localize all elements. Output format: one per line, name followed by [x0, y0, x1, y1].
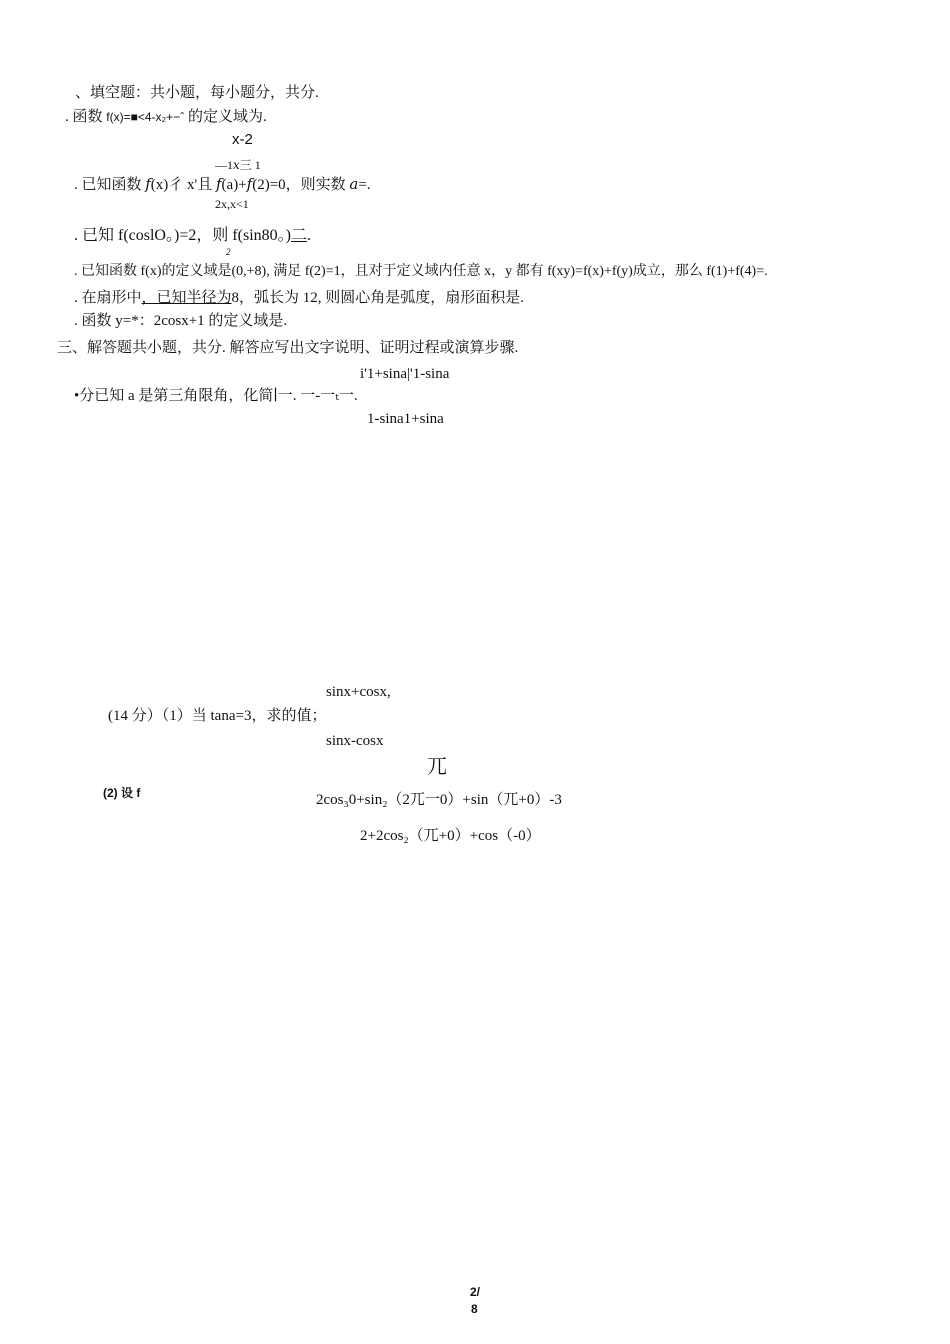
q8-expr-bottom: 2+2cos₂（兀+0）+cos（-0） — [360, 828, 541, 844]
q8-expr-top: 2cos₃0+sin₂（2兀一0）+sin（兀+0）-3 — [316, 792, 562, 808]
question-1 — [65, 108, 267, 126]
q1-function: f(x)=■<4-x₂+−ˆ — [106, 110, 185, 124]
q3-end: . — [307, 227, 312, 244]
q5-underlined: ，已知半径为 — [141, 290, 232, 306]
q8-part2-label: (2) 设 f — [103, 786, 141, 800]
q1-suffix: 的定义域为. — [187, 109, 267, 125]
question-2: . 已知函数 𝑓(x)彳 x'且 𝑓(a)+𝑓(2)=0，则实数 𝑎=. — [74, 177, 371, 193]
q8-numerator: sinx+cosx, — [326, 684, 391, 700]
page-total: 8 — [471, 1302, 478, 1316]
q7-top: i'1+sina|'1-sina — [360, 366, 450, 382]
q3-blank: 二 — [291, 227, 308, 244]
q2-case-bottom: 2x,x<1 — [215, 197, 249, 211]
page-number: 2/ — [470, 1285, 481, 1299]
section-2-heading: 、填空题：共小题，每小题分，共分. — [75, 85, 319, 101]
q2-case-top: —1𝑥三 1 — [215, 158, 261, 172]
q7-bottom: 1-sina1+sina — [367, 411, 444, 427]
q3-text: . 已知 f(coslO。)=2，则 f(sin80。) — [74, 227, 291, 244]
question-7: •分已知 a 是第三角限角，化简∣一. 一-一ₜ一. — [74, 388, 358, 404]
question-8: (14 分）（1）当 tana=3，求的值； — [108, 708, 327, 724]
section-3-heading: 三、解答题共小题，共分. 解答应写出文字说明、证明过程或演算步骤. — [57, 340, 519, 356]
q8-pi-mark: 兀 — [427, 756, 447, 778]
q5-suffix: 8，弧长为 12, 则圆心角是弧度，扇形面积是. — [231, 290, 525, 306]
question-4: . 已知函数 f(x)的定义域是(0,+8), 满足 f(2)=1，且对于定义域内任意 x，y 都有 f(xy)=f(x)+f(y)成立，那么 f(1)+f(4)=. — [74, 264, 768, 279]
q1-prefix: . 函数 — [65, 109, 103, 125]
q5-prefix: . 在扇形中 — [74, 290, 142, 306]
q8-denominator: sinx-cosx — [326, 733, 384, 749]
question-3 — [74, 226, 311, 245]
question-6: . 函数 y=*：2cosx+1 的定义域是. — [74, 313, 288, 329]
question-5 — [74, 289, 524, 307]
q1-denominator: x-2 — [232, 131, 253, 148]
q3-small-mark: 2 — [226, 247, 231, 257]
